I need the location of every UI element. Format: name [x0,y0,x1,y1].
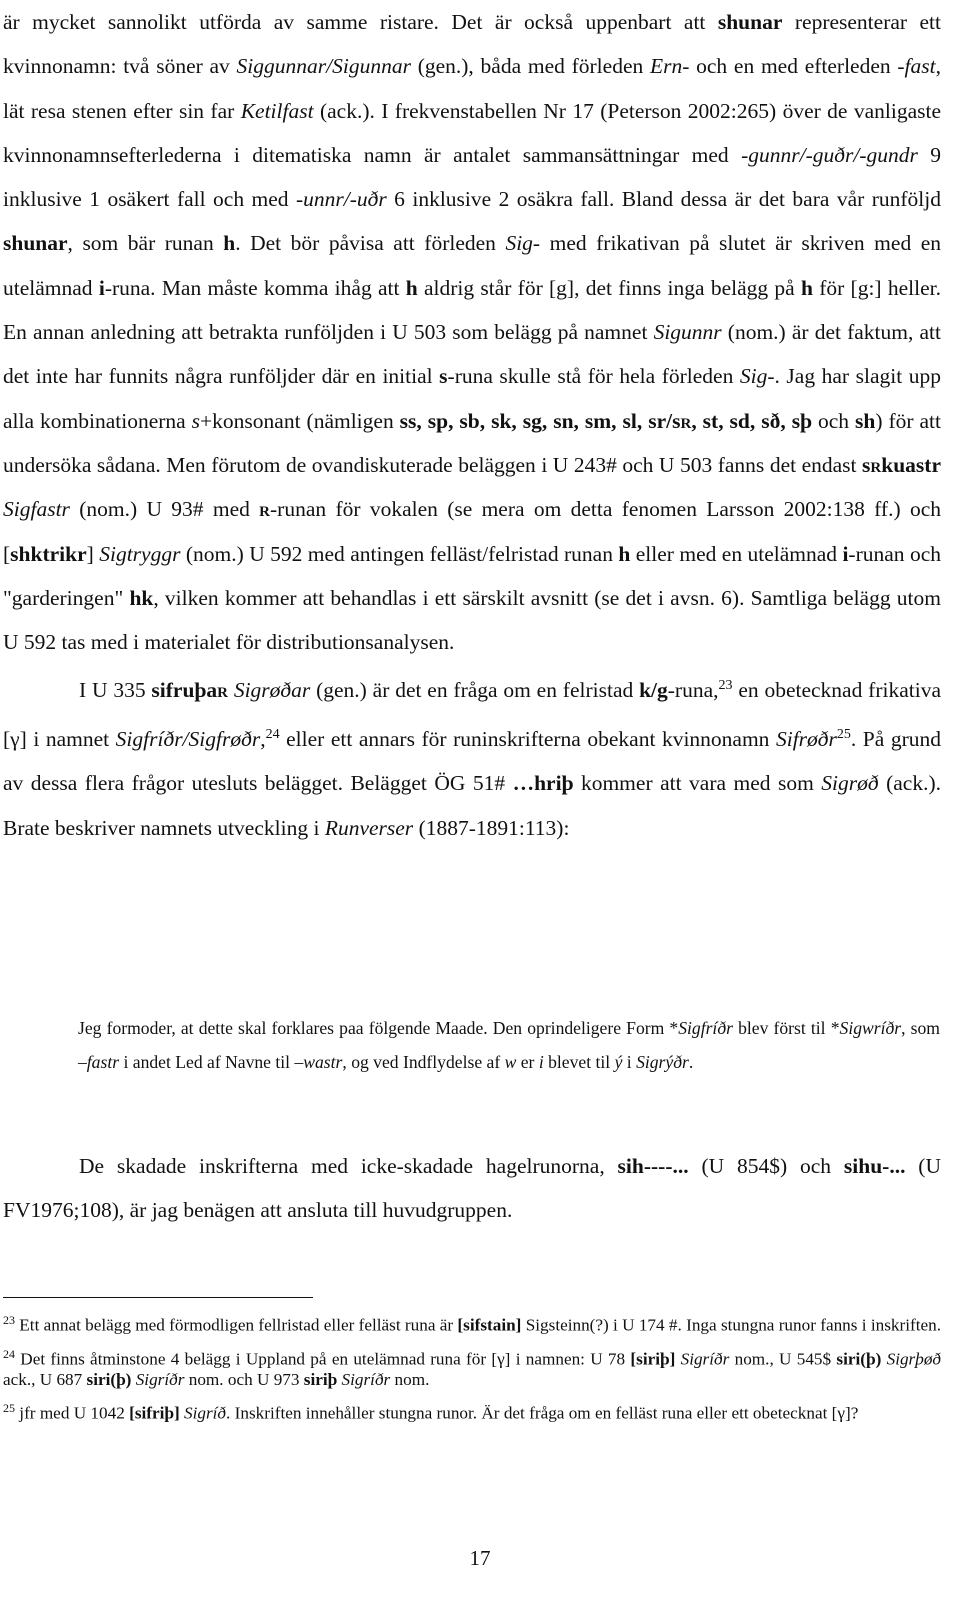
text-run: h [618,541,631,566]
text-run: nom., U 545$ [729,1349,837,1369]
text-run: . Jag har slagit upp alla kombinationerna [3,364,941,433]
text-run: -runan och "garderingen" [3,541,941,610]
text-run: Ketilfast [240,98,314,123]
text-run: blevet til [543,1051,615,1072]
text-run: Jeg formoder, at dette skal forklares paa fölgende Maade. Den oprindeligere Form * [78,1018,679,1038]
text-run: h [223,231,236,256]
footnote-25 [3,1398,941,1424]
text-run: , som [901,1018,940,1038]
footnote-number: 25 [3,1401,15,1416]
text-run: ) för att undersöka sådana. Men förutom de ovandiskuterade beläggen i U 243# och U 503 fanns det endast [3,408,942,477]
footnote-separator [3,1297,313,1298]
text-run: -gunnr/-guðr/-gundr [741,142,918,167]
text-run: i [842,541,849,566]
text-run: [sifstain] [457,1315,522,1335]
text-run: Sigtryggr [99,541,181,566]
text-run: , som bär runan [67,231,224,256]
text-run: sh [855,408,876,433]
text-run: (ack.). Brate beskriver namnets utveckling i [3,771,941,840]
text-run: Sigríð [184,1404,227,1424]
text-run: Sigrøð [821,771,879,796]
text-run: shunar [717,10,783,34]
text-run: (nom.) är det faktum, att det inte har funnits några runföljder där en initial [3,320,941,389]
text-run: s [862,452,871,477]
footnote-reference: 24 [265,726,280,742]
text-run: -runa. Man måste komma ihåg att [104,275,406,300]
text-run: er [516,1051,539,1072]
text-run: +konsonant (nämligen [200,408,400,433]
text-run: h [405,275,418,300]
text-run: aldrig står för [g], det finns inga belägg på [417,275,801,300]
text-run: Ett annat belägg med förmodligen fellristad eller felläst runa är [15,1315,458,1335]
text-run: -fast [897,54,936,79]
text-run: sifruþa [151,678,218,703]
text-run: nom. och U 973 [184,1370,304,1390]
text-run: . [688,1051,694,1072]
footnote-24 [3,1344,941,1391]
text-run: Ern- [649,54,690,79]
text-run: Sigsteinn(?) i U 174 #. Inga stungna runor fanns i inskriften. [521,1315,941,1335]
text-run: eller ett annars för runinskrifterna obekant kvinnonamn [279,727,776,752]
text-run: Det finns åtminstone 4 belägg i Uppland på en utelämnad runa för [γ] i namnen: U 78 [15,1349,631,1369]
text-run: och [812,408,856,433]
text-run: r [217,678,228,703]
text-run: Sigunnr [653,320,722,345]
text-run: Sigfríðr/Sigfrøðr [115,727,261,752]
footnotes [3,1310,941,1432]
text-run: representerar ett kvinnonamn: två söner av [3,10,942,79]
text-run: med frikativan på slutet är skriven med en utelämnad [3,231,942,300]
text-run: r [870,452,882,477]
text-run: . Inskriften innehåller stungna runor. Är det fråga om en felläst runa eller ett obetecknat [γ]? [226,1404,859,1424]
text-run: , st, sd, sð, sþ [691,408,813,433]
paragraph-1 [3,0,941,664]
footnote-23 [3,1310,941,1336]
text-run: …hriþ [512,771,574,796]
text-run: Sigrøðar [233,678,311,703]
text-run: r [680,408,692,433]
text-run: ack., U 687 [3,1370,87,1390]
text-run: Sigwríðr [839,1018,902,1038]
text-run: [sifriþ] [129,1404,180,1424]
text-run: k/g [639,678,668,703]
text-run: -unnr/-uðr [295,187,387,212]
text-run: (gen.), båda med förleden [410,54,650,79]
text-run: r [259,497,271,522]
text-run: (ack.). I frekvenstabellen Nr 17 (Peterson 2002:265) över de vanligaste kvinnonamnsefterlederna i ditematiska namn är antalet sammansättningar med [3,98,941,167]
text-run: Sigríðr [135,1370,185,1390]
text-run: Sigríðr [680,1349,730,1369]
text-run: jfr med U 1042 [15,1404,130,1424]
text-run: 9 inklusive 1 osäkert fall och med [3,142,942,212]
text-run: Sigrþøð [886,1349,942,1369]
footnote-number: 23 [3,1313,15,1327]
text-run: Sigfríðr [678,1018,733,1038]
footnote-text [15,1316,941,1335]
text-run: hk [129,585,154,610]
text-run: -runan för vokalen (se mera om detta fenomen Larsson 2002:138 ff.) och [ [3,497,941,566]
text-run: eller med en utelämnad [630,541,843,566]
block-quote [78,1012,940,1079]
footnote-text [3,1346,942,1390]
text-run: s [439,364,448,389]
paragraph-3 [3,1144,941,1232]
footnote-number: 24 [3,1346,15,1361]
text-run: , og ved Indflydelse af [342,1051,505,1072]
text-run: –wastr [294,1051,343,1072]
text-run: nom. [390,1370,430,1390]
text-run: . Det bör påvisa att förleden [235,231,506,256]
text-run: shktrikr [10,541,87,566]
text-run: kuastr [881,452,941,477]
text-run: (1887-1891:113): [413,815,570,840]
text-run: och en med efterleden [689,54,898,79]
text-run: en obetecknad frikativa [γ] i namnet [3,678,942,752]
text-run: Sigfastr [3,497,70,522]
text-run: ý [614,1051,623,1072]
text-run: siri(þ) [86,1370,132,1390]
text-run: (U 854$) och [688,1154,844,1178]
text-run: ss, sp, sb, sk, sg, sn, sm, sl, sr/s [399,408,681,433]
text-run: Runverser [324,815,414,840]
text-run: Sig- [739,364,775,389]
text-run: [siriþ] [630,1349,676,1369]
text-run: är mycket sannolikt utförda av samme ristare. Det är också uppenbart att [3,10,718,34]
quote-text [78,1012,940,1079]
main-text-continued [3,1144,941,1232]
text-run: i [98,275,105,300]
footnote-text [15,1404,858,1423]
text-run: (nom.) U 93# med [69,497,260,522]
text-run: , vilken kommer att behandlas i ett särskilt avsnitt (se det i avsn. 6). Samtliga belägg utom U 592 tas med i materialet för distributionsanalysen. [3,585,941,655]
text-run: -runa skulle stå för hela förleden [447,364,740,389]
text-run: (nom.) U 592 med antingen felläst/felristad runan [180,541,619,566]
text-run: s [191,408,201,433]
text-run: h [800,275,813,300]
text-run: siri(þ) [836,1349,882,1369]
text-run: Siggunnar/Sigunnar [236,54,411,79]
text-run: , lät resa stenen efter sin far [3,54,941,123]
text-run: blev först til * [732,1018,840,1038]
main-text [3,0,941,850]
text-run: . På grund av dessa flera frågor utesluts belägget. Belägget ÖG 51# [3,727,941,796]
text-run: 6 inklusive 2 osäkra fall. Bland dessa är det bara vår runföljd [386,187,942,212]
text-run: -runa, [667,678,719,703]
text-run: sihu-... [843,1154,906,1178]
footnote-reference: 23 [718,678,733,694]
page-number: 17 [469,1546,491,1570]
text-run: , [260,727,266,752]
paragraph-2 [3,664,941,850]
text-run: –fastr [78,1051,120,1072]
text-run: kommer att vara med som [573,771,822,796]
text-run: sih----... [617,1154,689,1178]
footnote-reference: 25 [836,726,851,742]
text-run: ] [86,541,100,566]
text-run: (gen.) är det en fråga om en felristad [310,678,640,703]
text-run: I U 335 [79,678,152,703]
text-run: i andet Led af Navne til [119,1051,295,1072]
text-run: i [622,1051,637,1072]
text-run: w [504,1051,517,1072]
text-run: shunar [3,231,68,256]
text-run: siriþ [303,1370,338,1390]
text-run: (U FV1976;108), är jag benägen att ansluta till huvudgruppen. [3,1154,941,1222]
text-run: De skadade inskrifterna med icke-skadade hagelrunorna, [79,1154,618,1178]
text-run: Sigríðr [341,1370,391,1390]
text-run: för [g:] heller. En annan anledning att betrakta runföljden i U 503 som belägg på namnet [3,275,941,345]
text-run: Sigrýðr [636,1051,689,1072]
text-run: Sifrøðr [775,727,837,752]
text-run: i [538,1051,544,1072]
text-run: Sig- [505,231,541,256]
